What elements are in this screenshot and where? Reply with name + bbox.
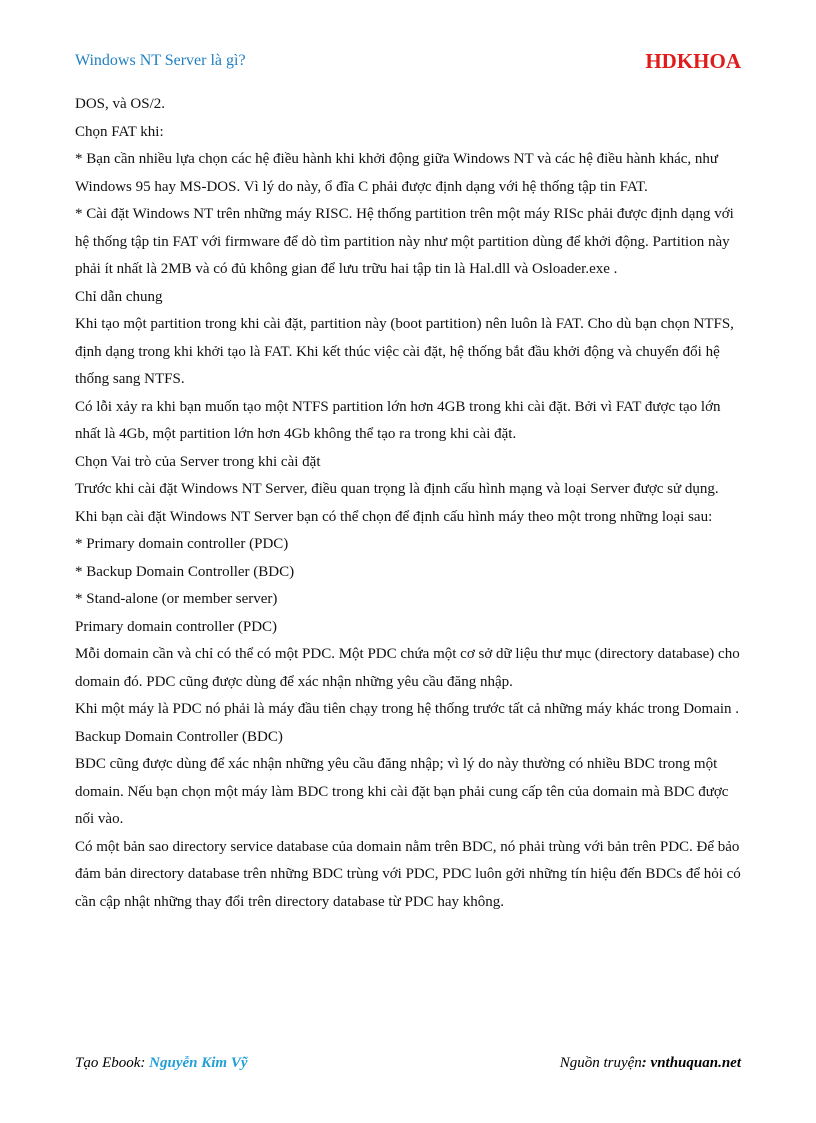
paragraph: Chỉ dẫn chung xyxy=(75,288,163,305)
document-title: Windows NT Server là gì? xyxy=(75,52,246,69)
paragraph: * Cài đặt Windows NT trên những máy RISC. Hệ thống partition trên một máy RISc phải được định dạng với hệ thống tập tin FAT với firmware để dò tìm partition này như một partition dùng để khởi động. Partition này phải ít nhất là 2MB và có đủ không gian để lưu trữu hai tập tin là Hal.dll và Osloader.exe . xyxy=(75,206,734,277)
paragraph: Có một bản sao directory service database của domain nằm trên BDC, nó phải trùng với bản trên PDC. Để bảo đảm bản directory database trên những BDC trùng với PDC, PDC luôn gởi những tín hiệu đến BDCs để hỏi có cần cập nhật những thay đổi trên directory database từ PDC hay không. xyxy=(75,838,741,910)
ebook-credit: Tạo Ebook: Nguyễn Kim Vỹ xyxy=(75,1055,248,1071)
page-header xyxy=(75,50,741,76)
paragraph: Backup Domain Controller (BDC) xyxy=(75,728,283,745)
source-credit: Nguồn truyện: vnthuquan.net xyxy=(559,1055,741,1071)
paragraph: Primary domain controller (PDC) xyxy=(75,618,278,635)
paragraph: Có lỗi xảy ra khi bạn muốn tạo một NTFS partition lớn hơn 4GB trong khi cài đặt. Bởi vì FAT được tạo lớn nhất là 4Gb, một partition lớn hơn 4Gb không thể tạo ra trong khi cài đặt. xyxy=(75,398,721,442)
paragraph: * Backup Domain Controller (BDC) xyxy=(75,563,295,580)
brand-label: HDKHOA xyxy=(645,49,741,73)
paragraph: Trước khi cài đặt Windows NT Server, điều quan trọng là định cấu hình mạng và loại Server được sử dụng. Khi bạn cài đặt Windows NT Server bạn có thể chọn để định cấu hình máy theo một trong những loại sau: xyxy=(75,481,719,525)
paragraph: * Stand-alone (or member server) xyxy=(75,591,278,607)
paragraph: DOS, và OS/2. xyxy=(75,96,166,112)
document-body xyxy=(75,91,743,916)
page-footer xyxy=(75,1055,741,1077)
ebook-author: Nguyễn Kim Vỹ xyxy=(149,1055,248,1071)
paragraph: BDC cũng được dùng để xác nhận những yêu cầu đăng nhập; vì lý do này thường có nhiều BDC trong một domain. Nếu bạn chọn một máy làm BDC trong khi cài đặt bạn phải cung cấp tên của domain mà BDC được nối vào. xyxy=(75,756,729,827)
paragraph: Chọn FAT khi: xyxy=(75,123,164,140)
source-site: vnthuquan.net xyxy=(650,1055,741,1071)
ebook-label: Tạo Ebook xyxy=(75,1055,141,1071)
paragraph: * Primary domain controller (PDC) xyxy=(75,536,289,552)
paragraph: Khi tạo một partition trong khi cài đặt, partition này (boot partition) nên luôn là FAT. Cho dù bạn chọn NTFS, định dạng trong khi khởi tạo là FAT. Khi kết thúc việc cài đặt, hệ thống bắt đầu khởi động và chuyển đổi hệ thống sang NTFS. xyxy=(75,316,734,387)
paragraph: * Bạn cần nhiều lựa chọn các hệ điều hành khi khởi động giữa Windows NT và các hệ điều hành khác, như Windows 95 hay MS-DOS. Vì lý do này, ổ đĩa C phải được định dạng với hệ thống tập tin FAT. xyxy=(75,151,719,195)
source-label: Nguồn truyện xyxy=(559,1055,642,1071)
paragraph: Chọn Vai trò của Server trong khi cài đặt xyxy=(75,453,321,470)
paragraph: Khi một máy là PDC nó phải là máy đầu tiên chạy trong hệ thống trước tất cả những máy khác trong Domain . xyxy=(75,701,740,717)
paragraph: Mỗi domain cần và chỉ có thể có một PDC. Một PDC chứa một cơ sở dữ liệu thư mục (directory database) cho domain đó. PDC cũng được dùng để xác nhận những yêu cầu đăng nhập. xyxy=(75,646,740,690)
